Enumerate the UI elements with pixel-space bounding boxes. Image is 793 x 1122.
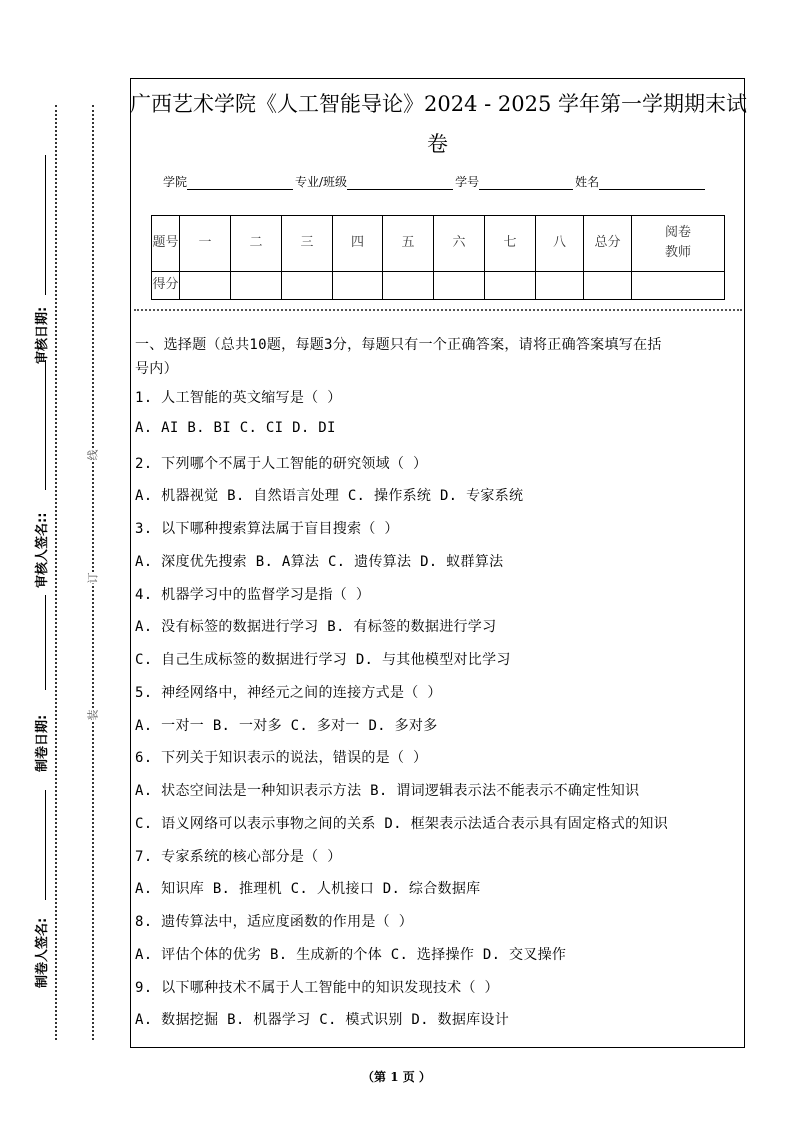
header-cell: 五 [383, 216, 434, 272]
header-cell: 四 [333, 216, 383, 272]
score-cell[interactable] [536, 271, 584, 299]
score-cell[interactable] [180, 271, 231, 299]
binding-mark-line: 线 [86, 449, 100, 461]
question-text: 6. 下列关于知识表示的说法，错误的是（ ） [135, 750, 428, 767]
score-cell[interactable] [383, 271, 434, 299]
answer-options: A. 没有标签的数据进行学习 B. 有标签的数据进行学习 [135, 619, 497, 636]
reviewer-signature-label: 审核人签名:: [35, 512, 50, 588]
exam-title: 广西艺术学院《人工智能导论》2024 - 2025 学年第一学期期末试 [130, 92, 748, 116]
college-label: 学院 [163, 175, 188, 189]
score-cell[interactable] [632, 271, 725, 299]
question-text: 9. 以下哪种技术不属于人工智能中的知识发现技术（ ） [135, 979, 499, 996]
exam-title-continued: 卷 [427, 132, 448, 156]
question-text: 7. 专家系统的核心部分是（ ） [135, 848, 342, 865]
answer-options: A. AI B. BI C. CI D. DI [135, 419, 336, 436]
question-text: 5. 神经网络中，神经元之间的连接方式是（ ） [135, 684, 442, 701]
compile-date-label: 制卷日期: [35, 714, 50, 772]
college-field[interactable] [187, 177, 293, 190]
review-date-line [45, 155, 46, 295]
student-id-label: 学号 [455, 175, 480, 189]
header-cell: 阅卷教师 [632, 216, 725, 272]
page-number: （第 1 页 ） [362, 1070, 431, 1084]
answer-options: A. 数据挖掘 B. 机器学习 C. 模式识别 D. 数据库设计 [135, 1012, 510, 1029]
compile-date-line [45, 595, 46, 690]
row-label-cell: 得分 [152, 271, 180, 299]
answer-options: A. 机器视觉 B. 自然语言处理 C. 操作系统 D. 专家系统 [135, 488, 524, 505]
header-cell: 题号 [152, 216, 180, 272]
question-text: 2. 下列哪个不属于人工智能的研究领域（ ） [135, 455, 428, 472]
compiler-signature-line [45, 790, 46, 900]
major-class-field[interactable] [347, 177, 453, 190]
answer-options: A. 一对一 B. 一对多 C. 多对一 D. 多对多 [135, 717, 438, 734]
score-cell[interactable] [333, 271, 383, 299]
compiler-signature-label: 制卷人签名: [35, 917, 50, 988]
question-text: 3. 以下哪种搜索算法属于盲目搜索（ ） [135, 521, 399, 537]
question-text: 8. 遗传算法中，适应度函数的作用是（ ） [135, 914, 414, 930]
review-date-label: 审核日期: [35, 306, 50, 364]
reviewer-signature-line [45, 360, 46, 490]
score-cell[interactable] [485, 271, 536, 299]
section-heading-continued: 号内） [135, 361, 178, 377]
answer-options: A. 深度优先搜索 B. A算法 C. 遗传算法 D. 蚁群算法 [135, 553, 504, 570]
name-field[interactable] [599, 177, 705, 190]
score-cell[interactable] [584, 271, 632, 299]
question-text: 4. 机器学习中的监督学习是指（ ） [135, 586, 371, 603]
major-class-label: 专业/班级 [295, 175, 348, 189]
separator-dotted-line [134, 309, 742, 311]
score-table-score-row [152, 271, 725, 299]
binding-mark-staple: 订 [86, 572, 100, 584]
student-id-field[interactable] [479, 177, 573, 190]
header-cell: 三 [282, 216, 333, 272]
header-cell: 总分 [584, 216, 632, 272]
score-table-header-row [152, 216, 725, 272]
header-cell: 一 [180, 216, 231, 272]
answer-options: C. 自己生成标签的数据进行学习 D. 与其他模型对比学习 [135, 652, 511, 668]
section-heading: 一、选择题（总共10题，每题3分，每题只有一个正确答案，请将正确答案填写在括 [135, 337, 662, 353]
header-cell: 八 [536, 216, 584, 272]
header-cell: 六 [434, 216, 485, 272]
binding-dotted-line-outer [55, 105, 57, 1040]
answer-options: C. 语义网络可以表示事物之间的关系 D. 框架表示法适合表示具有固定格式的知识 [135, 815, 668, 832]
header-cell: 七 [485, 216, 536, 272]
score-cell[interactable] [282, 271, 333, 299]
question-text: 1. 人工智能的英文缩写是（ ） [135, 390, 342, 406]
binding-mark-bind: 装 [86, 709, 100, 721]
answer-options: A. 评估个体的优劣 B. 生成新的个体 C. 选择操作 D. 交叉操作 [135, 946, 567, 963]
name-label: 姓名 [575, 175, 600, 189]
score-cell[interactable] [231, 271, 282, 299]
answer-options: A. 知识库 B. 推理机 C. 人机接口 D. 综合数据库 [135, 881, 481, 898]
score-table [151, 215, 725, 300]
student-info-row [163, 173, 707, 190]
answer-options: A. 状态空间法是一种知识表示方法 B. 谓词逻辑表示法不能表示不确定性知识 [135, 783, 640, 799]
header-cell: 二 [231, 216, 282, 272]
score-cell[interactable] [434, 271, 485, 299]
